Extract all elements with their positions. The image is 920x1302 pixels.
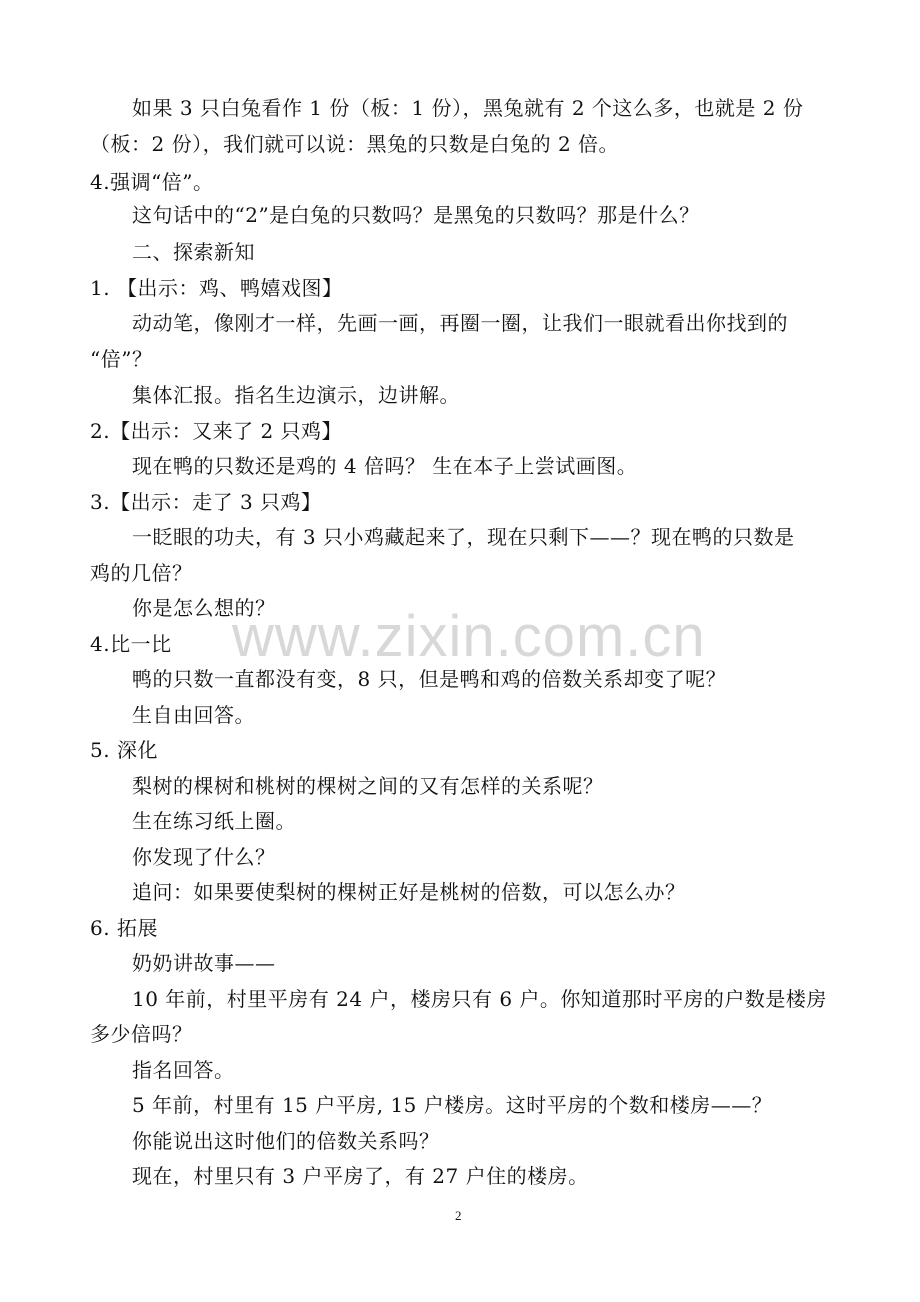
paragraph-line: 你是怎么想的？ xyxy=(132,596,276,620)
paragraph-line: 这句话中的“2”是白兔的只数吗？是黑兔的只数吗？那是什么？ xyxy=(132,203,700,227)
paragraph-line: 动动笔，像刚才一样，先画一画，再圈一圈，让我们一眼就看出你找到的 xyxy=(132,311,788,335)
paragraph-line: 5 年前，村里有 15 户平房, 15 户楼房。这时平房的个数和楼房——？ xyxy=(132,1093,773,1117)
section-heading: 5. 深化 xyxy=(90,738,158,762)
paragraph-line: 集体汇报。指名生边演示，边讲解。 xyxy=(132,383,460,407)
paragraph-line: 现在鸭的只数还是鸡的 4 倍吗？ 生在本子上尝试画图。 xyxy=(132,454,638,478)
section-heading: 二、探索新知 xyxy=(132,240,255,264)
paragraph-line: 指名回答。 xyxy=(132,1058,235,1082)
paragraph-line: 梨树的棵树和桃树的棵树之间的又有怎样的关系呢？ xyxy=(132,774,604,798)
section-heading: 3.【出示：走了 3 只鸡】 xyxy=(90,490,322,514)
paragraph-line: 你发现了什么？ xyxy=(132,845,276,869)
paragraph-line: 追问：如果要使梨树的棵树正好是桃树的倍数，可以怎么办？ xyxy=(132,880,686,904)
section-heading: 4.强调“倍”。 xyxy=(90,170,214,194)
paragraph-line: 你能说出这时他们的倍数关系吗？ xyxy=(132,1129,440,1153)
paragraph-line: 鸡的几倍？ xyxy=(90,561,193,585)
section-heading: 6. 拓展 xyxy=(90,916,158,940)
paragraph-line: 生在练习纸上圈。 xyxy=(132,809,296,833)
page-number: 2 xyxy=(455,1208,462,1223)
paragraph-line: 现在，村里只有 3 户平房了，有 27 户住的楼房。 xyxy=(132,1164,589,1188)
paragraph-line: 多少倍吗？ xyxy=(90,1022,193,1046)
paragraph-line: 生自由回答。 xyxy=(132,703,255,727)
watermark-text: www.zixin.com.cn xyxy=(232,604,706,669)
paragraph-line: 如果 3 只白兔看作 1 份（板：1 份），黑兔就有 2 个这么多，也就是 2 份 xyxy=(132,96,804,120)
section-heading: 1. 【出示：鸡、鸭嬉戏图】 xyxy=(90,276,343,300)
paragraph-line: （板：2 份），我们就可以说：黑兔的只数是白兔的 2 倍。 xyxy=(90,132,620,156)
paragraph-line: 鸭的只数一直都没有变，8 只，但是鸭和鸡的倍数关系却变了呢？ xyxy=(132,667,727,691)
paragraph-line: 一眨眼的功夫，有 3 只小鸡藏起来了，现在只剩下——？现在鸭的只数是 xyxy=(132,525,795,549)
section-heading: 2.【出示：又来了 2 只鸡】 xyxy=(90,419,343,443)
paragraph-line: 奶奶讲故事—— xyxy=(132,951,276,975)
section-heading: 4.比一比 xyxy=(90,632,172,656)
paragraph-line: “倍”？ xyxy=(90,347,153,371)
paragraph-line: 10 年前，村里平房有 24 户，楼房只有 6 户。你知道那时平房的户数是楼房 xyxy=(132,987,827,1011)
